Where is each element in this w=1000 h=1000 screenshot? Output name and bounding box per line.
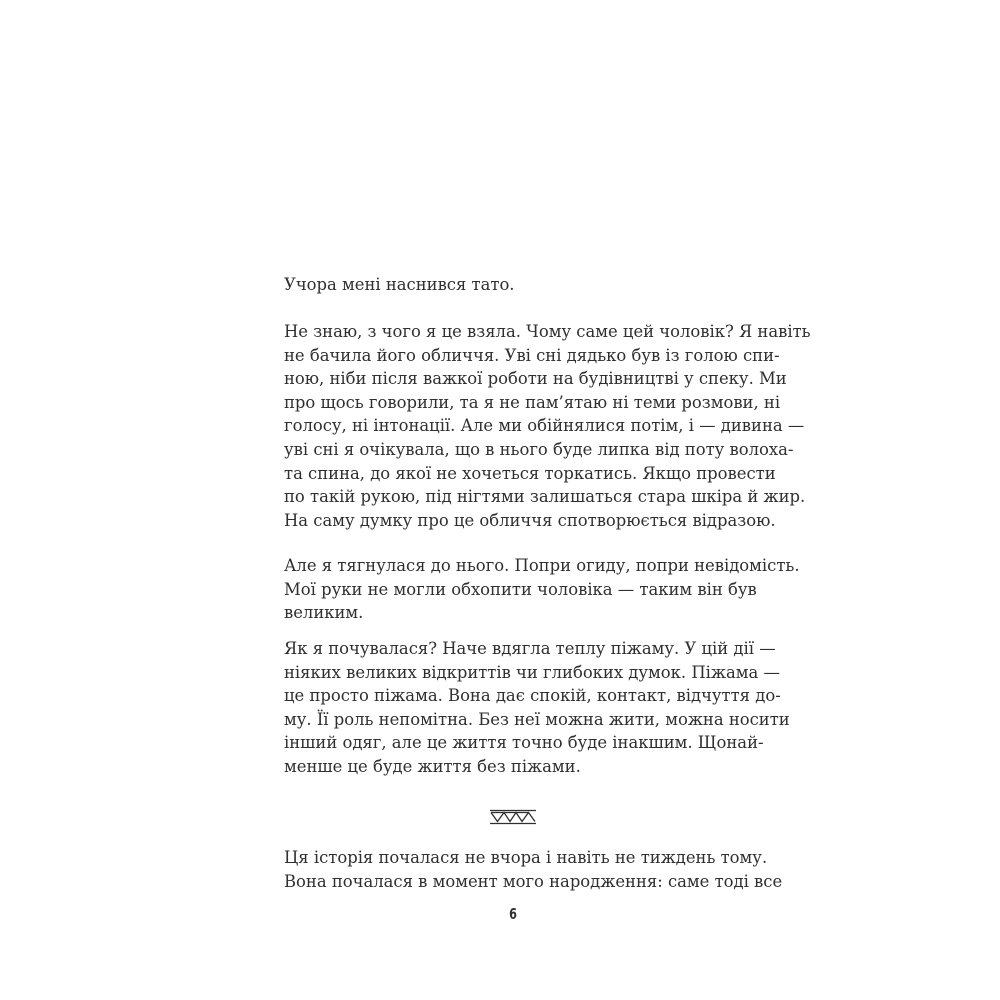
paragraph-3	[284, 554, 800, 625]
text-line: великим.	[284, 603, 364, 623]
paragraph-1	[284, 273, 754, 297]
text-line: На саму думку про це обличчя спотворюється відразою.	[284, 510, 776, 530]
text-line: Як я почувалася? Наче вдягла теплу піжаму. У цій дії —	[284, 639, 776, 658]
text-line: по такій рукою, під нігтями залишаться стара шкіра й жир.	[284, 487, 806, 507]
text-line: Не знаю, з чого я це взяла. Чому саме цей чоловік? Я навіть	[284, 322, 811, 341]
paragraph-4	[284, 637, 790, 779]
text-line: Мої руки не могли обхопити чоловіка — таким він був	[284, 579, 757, 599]
text-line: му. Її роль непомітна. Без неї можна жити, можна носити	[284, 709, 790, 729]
text-line: голосу, ні інтонації. Але ми обійнялися потім, і — дивина —	[284, 416, 805, 436]
text-line: про щось говорили, та я не пам’ятаю ні теми розмови, ні	[284, 392, 781, 412]
text-line: та спина, до якої не хочеться торкатись. Якщо провести	[284, 463, 776, 483]
paragraph-2	[284, 320, 811, 532]
text-line: інший одяг, але це життя точно буде інакшим. Щонай-	[284, 733, 764, 753]
text-line: ніяких великих відкриттів чи глибоких думок. Піжама —	[284, 662, 780, 682]
text-line: Ця історія почалася не вчора і навіть не тиждень тому.	[284, 848, 768, 867]
text-line: Вона почалася в момент мого народження: саме тоді все	[284, 871, 783, 891]
text-line: менше це буде життя без піжами.	[284, 756, 581, 776]
triangle-zigzag-divider-icon	[488, 808, 538, 826]
page-number: 6	[509, 905, 517, 923]
paragraph-5	[284, 846, 783, 893]
text-line: Але я тягнулася до нього. Попри огиду, попри невідомість.	[284, 556, 800, 575]
text-line: це просто піжама. Вона дає спокій, контакт, відчуття до-	[284, 686, 781, 706]
text-line: Учора мені наснився тато.	[284, 275, 515, 294]
text-line: не бачила його обличчя. Уві сні дядько був із голою спи-	[284, 345, 780, 365]
text-line: ною, ніби після важкої роботи на будівництві у спеку. Ми	[284, 369, 787, 389]
text-line: уві сні я очікувала, що в нього буде липка від поту волоха-	[284, 439, 794, 459]
